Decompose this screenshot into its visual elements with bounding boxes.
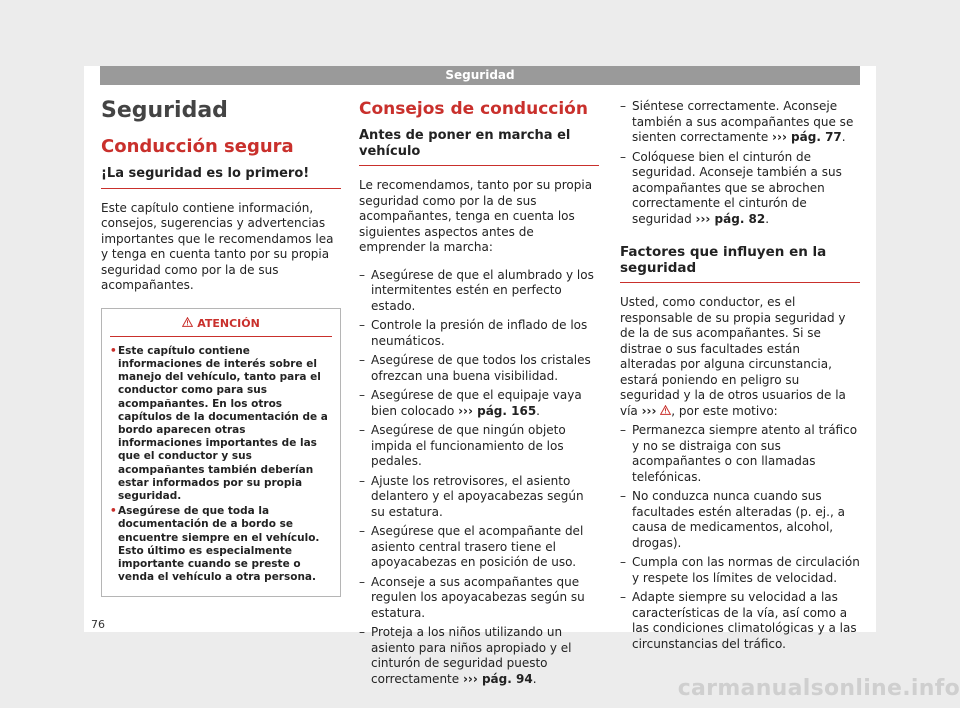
column-right	[620, 99, 860, 656]
warning-list	[110, 345, 332, 585]
list-item: – Asegúrese de que ningún objeto impida el funcionamiento de los pedales.	[359, 423, 599, 470]
list-item: – Permanezca siempre atento al tráfico y no se distraiga con sus acompañantes o con llamadas telefónicas.	[620, 423, 860, 485]
page-reference-link[interactable]: ››› pág. 94	[462, 671, 533, 686]
list-item: – Asegúrese de que el alumbrado y los intermitentes estén en perfecto estado.	[359, 268, 599, 315]
section-title-consejos: Consejos de conducción	[359, 99, 588, 119]
warning-triangle-icon	[182, 317, 193, 330]
list-item: – Asegúrese que el acompañante del asiento central trasero tiene el apoyacabezas en posición de uso.	[359, 524, 599, 571]
list-item: – Asegúrese de que el equipaje vaya bien colocado ››› pág. 165.	[359, 388, 599, 419]
column-middle	[359, 98, 599, 691]
list-item: – No conduzca nunca cuando sus facultades estén alteradas (p. ej., a causa de medicamentos, alcohol, drogas).	[620, 489, 860, 551]
list-item: – Adapte siempre su velocidad a las características de la vía, así como a las condiciones climatológicas y a las circunstancias del tráfico.	[620, 590, 860, 652]
list-item: – Colóquese bien el cinturón de seguridad. Aconseje también a sus acompañantes que se abrochen correctamente el cinturón de seguridad ››› pág. 82.	[620, 150, 860, 228]
chapter-title: Seguridad	[101, 98, 228, 123]
list-item: – Aconseje a sus acompañantes que regulen los apoyacabezas según su estatura.	[359, 575, 599, 622]
page-number: 76	[91, 618, 105, 631]
page-reference-link[interactable]: ››› pág. 82	[695, 211, 766, 226]
list-item: – Siéntese correctamente. Aconseje también a sus acompañantes que se sienten correctamente ››› pág. 77.	[620, 99, 860, 146]
list-item: – Proteja a los niños utilizando un asiento para niños apropiado y el cinturón de seguridad puesto correctamente ››› pág. 94.	[359, 625, 599, 687]
running-header: Seguridad	[100, 66, 860, 85]
checklist	[359, 268, 599, 688]
checklist-continued	[620, 99, 860, 227]
page-reference-link[interactable]: ››› pág. 165	[458, 403, 537, 418]
subsection-title-antes: Antes de poner en marcha el vehículo	[359, 128, 599, 166]
intro-paragraph: Le recomendamos, tanto por su propia seguridad como por la de sus acompañantes, tenga en cuenta los siguientes aspectos antes de emprender la marcha:	[359, 178, 593, 254]
section-title-factores: Factores que influyen en la seguridad	[620, 245, 860, 283]
list-item: – Asegúrese de que todos los cristales ofrezcan una buena visibilidad.	[359, 353, 599, 384]
column-left	[101, 98, 341, 597]
list-item: – Cumpla con las normas de circulación y respete los límites de velocidad.	[620, 555, 860, 586]
intro-paragraph: Este capítulo contiene información, consejos, sugerencias y advertencias importantes que le recomendamos lea y tenga en cuenta tanto por su propia seguridad como por la de sus acompañantes.	[101, 200, 334, 292]
factores-paragraph: Usted, como conductor, es el responsable de su propia seguridad y de la de sus acompañantes. Si se distrae o sus facultades están alteradas por alguna circunstancia, estará poniendo en peligro su seguridad y la de otros usuarios de la vía ››› , por este motivo:	[620, 295, 846, 418]
warning-item: • Este capítulo contiene informaciones de interés sobre el manejo del vehículo, tanto para el conductor como para sus acompañantes. En los otros capítulos de la documentación de a bordo aparecen otras informaciones importantes de las que el conductor y sus acompañantes también deberían estar informados por su propia seguridad.	[110, 345, 332, 503]
list-item: – Controle la presión de inflado de los neumáticos.	[359, 318, 599, 349]
subsection-title: ¡La seguridad es lo primero!	[101, 166, 341, 189]
warning-triangle-icon	[660, 404, 671, 418]
section-title: Conducción segura	[101, 136, 294, 157]
watermark: carmanualsonline.info	[677, 676, 960, 701]
list-item: – Ajuste los retrovisores, el asiento delantero y el apoyacabezas según su estatura.	[359, 474, 599, 521]
warning-item: • Asegúrese de que toda la documentación de a bordo se encuentre siempre en el vehículo. Esto último es especialmente importante cuando se preste o venda el vehículo a otra persona.	[110, 505, 332, 584]
warning-box	[101, 308, 341, 598]
warning-header	[110, 317, 332, 337]
factores-list	[620, 423, 860, 652]
page-reference-link[interactable]: ››› pág. 77	[772, 130, 842, 144]
warning-title: ATENCIÓN	[197, 316, 260, 330]
warning-reference-link[interactable]: ›››	[641, 403, 657, 418]
